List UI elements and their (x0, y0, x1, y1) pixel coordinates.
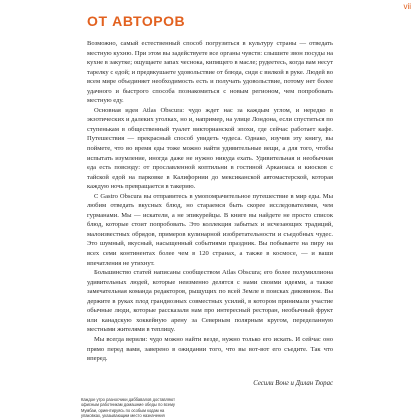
paragraph: Большинство статей написаны сообществом Atlas Obscura; его более полумиллиона удивительных людей, которые неизменно делятся с нами своими идеями, а также замечательная команда редакторов, рыщущих по всей Земле в поисках диковинок. Вы держите в руках плод грандиозных совместных усилий, в котором принимали участие обычные люди, которые рассказали нам про интересный ресторан, необычный фрукт или канадскую хоккейную арену за Северным полярным кругом, переделанную местными жителями в теплицу. (87, 269, 333, 334)
image-caption: Каждое утро разносчики даббавалов доставляют офисным работникам домашние обеды по всему Мумбаи, ориентируясь по особым кодам на упаковках, указывающим место назначения (81, 397, 175, 419)
paragraph: Основная идея Atlas Obscura: чудо ждет нас за каждым углом, и нередко в экзотических и далеких уголках, но и, например, на улице Лондона, если спуститься по ступенькам в общественный туалет викторианской эпохи, где сейчас работает кафе. Путешествия — прекрасный способ увидеть чудеса. Однако, изучив эту книгу, вы поймете, что во время еды тоже можно найти удивительные вещи, а для того, чтобы испытать изумление, иногда даже не нужно никуда ехать. Удивительная и необычная еда есть повсюду: от прославленной коптильни в гостиной Арканзаса и киосков с тайской едой на парковке в Калифорнии до мексиканской автомастерской, которая каждую ночь превращается в такерию. (87, 106, 333, 191)
page-number: vii (403, 2, 411, 11)
page-title: ОТ АВТОРОВ (87, 13, 186, 29)
author-signature: Сесили Вонг и Дилан Тюрас (253, 380, 333, 387)
paragraph: С Gastro Obscura вы отправитесь в умопомрачительное путешествие в мир еды. Мы любим отведать вкусных блюд, но стараемся быть скорее исследователями, чем гурманами. Мы — искатели, а не эпикурейцы. В книге вы найдете не просто список блюд, которые стоит попробовать. Это коллекция забытых и исчезающих традиций, малоизвестных обрядов, примеров кулинарной изобретательности и съедобных чудес. Это шумный, вкусный, насыщенный событиями праздник. Вы побываете на пиру на всех семи континентах более чем в 120 странах, а также в космосе, — и ваши впечатления не утихнут. (87, 192, 333, 267)
paragraph: Мы всегда верили: чудо можно найти везде, нужно только его искать. И сейчас оно прямо перед вами, заверено в ожидании того, что вы вот-вот его съедите. Так что вперед. (87, 335, 333, 363)
body-text (87, 39, 333, 364)
paragraph: Возможно, самый естественный способ погрузиться в культуру страны — отведать местную кухню. При этом вы задействуете все органы чувств: слышите звон посуды на кухне в закутке; ощущаете запах чеснока, кипящего в масле; рудеетесь, когда вам несут тарелку с едой; и предвкушаете удовольствие от блюда, сидя с вилкой в руке. Людей во всем мире объединяет необходимость есть и получать удовольствие, потому нет более удачного и быстрого способа познакомиться с новым регионом, чем попробовать местную еду. (87, 40, 333, 105)
